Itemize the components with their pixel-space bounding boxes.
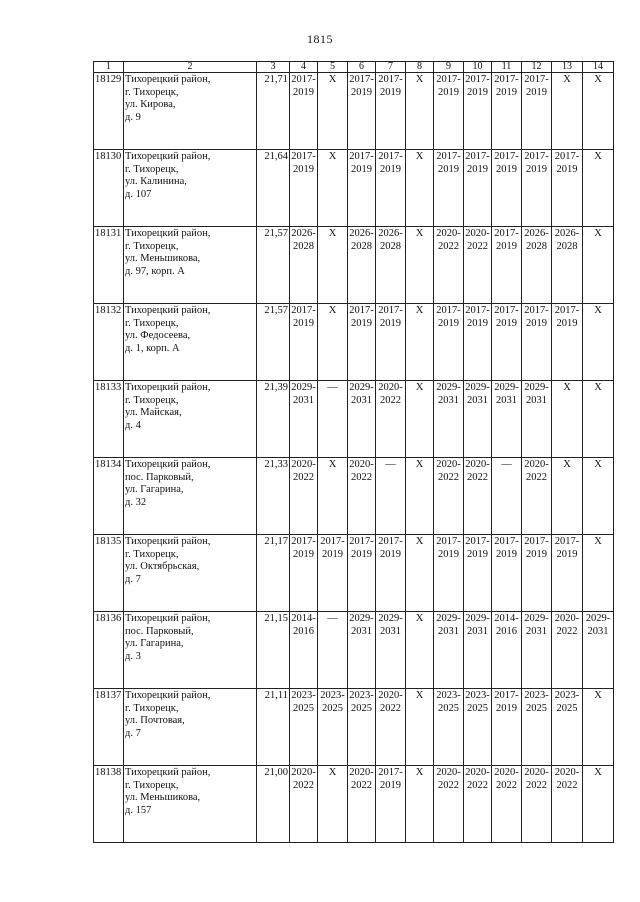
period-cell: Х <box>406 381 434 458</box>
address-line: Тихорецкий район, <box>125 536 211 547</box>
area-cell: 21,11 <box>257 689 290 766</box>
column-header: 6 <box>348 62 376 73</box>
period-cell: 2017-2019 <box>376 535 406 612</box>
period-cell: Х <box>583 227 614 304</box>
period-cell: 2023-2025 <box>318 689 348 766</box>
address-line: ул. Меньшикова, <box>125 792 201 803</box>
period-cell: 2029-2031 <box>434 381 464 458</box>
address-line: д. 97, корп. А <box>125 265 185 277</box>
address-line: пос. Парковый, <box>125 625 194 637</box>
address-cell <box>124 689 257 766</box>
period-cell: 2020-2022 <box>464 766 492 843</box>
period-cell: 2017-2019 <box>552 304 583 381</box>
area-cell: 21,39 <box>257 381 290 458</box>
address-line: Тихорецкий район, <box>125 228 211 239</box>
address-line: г. Тихорецк, <box>125 317 179 329</box>
column-header: 13 <box>552 62 583 73</box>
period-cell: 2017-2019 <box>434 150 464 227</box>
period-cell: 2017-2019 <box>552 150 583 227</box>
address-line: д. 3 <box>125 650 141 662</box>
address-line: г. Тихорецк, <box>125 702 179 714</box>
period-cell: Х <box>552 381 583 458</box>
address-line: ул. Почтовая, <box>125 715 185 726</box>
period-cell: 2017-2019 <box>492 689 522 766</box>
period-cell: 2014-2016 <box>290 612 318 689</box>
address-cell <box>124 535 257 612</box>
address-line: Тихорецкий район, <box>125 151 211 162</box>
period-cell: 2023-2025 <box>552 689 583 766</box>
period-cell: Х <box>583 458 614 535</box>
period-cell: 2020-2022 <box>522 458 552 535</box>
column-header: 14 <box>583 62 614 73</box>
column-header: 4 <box>290 62 318 73</box>
address-line: д. 4 <box>125 419 141 431</box>
address-line: ул. Калинина, <box>125 176 187 187</box>
period-cell: 2029-2031 <box>492 381 522 458</box>
column-header: 5 <box>318 62 348 73</box>
period-cell: 2026-2028 <box>522 227 552 304</box>
period-cell: 2017-2019 <box>376 150 406 227</box>
period-cell: 2017-2019 <box>434 73 464 150</box>
record-number: 18134 <box>94 458 124 535</box>
period-cell: — <box>492 458 522 535</box>
column-header: 11 <box>492 62 522 73</box>
period-cell: Х <box>583 689 614 766</box>
period-cell: 2017-2019 <box>376 73 406 150</box>
record-number: 18138 <box>94 766 124 843</box>
period-cell: Х <box>406 458 434 535</box>
period-cell: 2017-2019 <box>552 535 583 612</box>
period-cell: 2026-2028 <box>552 227 583 304</box>
address-cell <box>124 458 257 535</box>
table-row <box>94 381 614 458</box>
period-cell: 2020-2022 <box>552 612 583 689</box>
period-cell: 2017-2019 <box>348 304 376 381</box>
record-number: 18130 <box>94 150 124 227</box>
period-cell: 2017-2019 <box>348 73 376 150</box>
period-cell: 2017-2019 <box>290 150 318 227</box>
column-header: 3 <box>257 62 290 73</box>
period-cell: 2023-2025 <box>290 689 318 766</box>
address-line: ул. Гагарина, <box>125 638 184 649</box>
register-table <box>93 61 614 843</box>
address-line: ул. Майская, <box>125 407 182 418</box>
period-cell: Х <box>406 535 434 612</box>
period-cell: 2017-2019 <box>434 304 464 381</box>
table-row <box>94 689 614 766</box>
address-line: г. Тихорецк, <box>125 394 179 406</box>
address-line: д. 32 <box>125 496 147 508</box>
period-cell: 2014-2016 <box>492 612 522 689</box>
address-line: г. Тихорецк, <box>125 86 179 98</box>
area-cell: 21,57 <box>257 304 290 381</box>
period-cell: 2017-2019 <box>290 73 318 150</box>
table-row <box>94 766 614 843</box>
period-cell: — <box>376 458 406 535</box>
period-cell: 2017-2019 <box>464 73 492 150</box>
period-cell: Х <box>406 766 434 843</box>
period-cell: 2029-2031 <box>348 381 376 458</box>
period-cell: 2029-2031 <box>348 612 376 689</box>
period-cell: 2023-2025 <box>434 689 464 766</box>
period-cell: Х <box>583 381 614 458</box>
table-row <box>94 458 614 535</box>
period-cell: 2017-2019 <box>492 227 522 304</box>
address-cell <box>124 766 257 843</box>
period-cell: Х <box>552 73 583 150</box>
address-cell <box>124 304 257 381</box>
period-cell: 2017-2019 <box>290 304 318 381</box>
address-line: ул. Федосеева, <box>125 330 191 341</box>
period-cell: 2017-2019 <box>376 304 406 381</box>
period-cell: 2020-2022 <box>290 766 318 843</box>
page-number: 1815 <box>307 32 333 46</box>
address-line: г. Тихорецк, <box>125 779 179 791</box>
column-header: 7 <box>376 62 406 73</box>
address-line: д. 9 <box>125 111 141 123</box>
period-cell: Х <box>318 73 348 150</box>
period-cell: Х <box>583 535 614 612</box>
period-cell: 2020-2022 <box>376 689 406 766</box>
area-cell: 21,17 <box>257 535 290 612</box>
period-cell: 2017-2019 <box>434 535 464 612</box>
period-cell: 2026-2028 <box>376 227 406 304</box>
column-header: 8 <box>406 62 434 73</box>
period-cell: Х <box>406 612 434 689</box>
address-line: ул. Кирова, <box>125 99 176 110</box>
period-cell: Х <box>583 150 614 227</box>
address-line: д. 7 <box>125 573 141 585</box>
table-row <box>94 150 614 227</box>
area-cell: 21,15 <box>257 612 290 689</box>
address-cell <box>124 612 257 689</box>
area-cell: 21,57 <box>257 227 290 304</box>
address-line: г. Тихорецк, <box>125 548 179 560</box>
header-row <box>94 62 614 73</box>
period-cell: 2020-2022 <box>464 227 492 304</box>
period-cell: 2017-2019 <box>318 535 348 612</box>
address-line: д. 7 <box>125 727 141 739</box>
period-cell: 2017-2019 <box>522 73 552 150</box>
table-row <box>94 227 614 304</box>
record-number: 18131 <box>94 227 124 304</box>
period-cell: 2020-2022 <box>348 458 376 535</box>
period-cell: Х <box>583 73 614 150</box>
period-cell: 2029-2031 <box>376 612 406 689</box>
address-cell <box>124 381 257 458</box>
period-cell: 2029-2031 <box>434 612 464 689</box>
record-number: 18136 <box>94 612 124 689</box>
period-cell: 2020-2022 <box>522 766 552 843</box>
period-cell: Х <box>583 766 614 843</box>
period-cell: 2017-2019 <box>492 73 522 150</box>
record-number: 18132 <box>94 304 124 381</box>
period-cell: 2017-2019 <box>522 535 552 612</box>
period-cell: Х <box>406 304 434 381</box>
period-cell: 2020-2022 <box>290 458 318 535</box>
period-cell: Х <box>318 304 348 381</box>
period-cell: — <box>318 381 348 458</box>
period-cell: Х <box>318 150 348 227</box>
period-cell: 2020-2022 <box>434 766 464 843</box>
address-line: Тихорецкий район, <box>125 459 211 470</box>
period-cell: 2020-2022 <box>464 458 492 535</box>
address-line: ул. Октябрьская, <box>125 561 200 572</box>
period-cell: Х <box>406 689 434 766</box>
period-cell: 2020-2022 <box>434 458 464 535</box>
period-cell: 2017-2019 <box>464 304 492 381</box>
column-header: 12 <box>522 62 552 73</box>
period-cell: 2029-2031 <box>290 381 318 458</box>
address-line: д. 1, корп. А <box>125 342 180 354</box>
address-line: Тихорецкий район, <box>125 767 211 778</box>
period-cell: 2017-2019 <box>348 535 376 612</box>
period-cell: 2017-2019 <box>522 304 552 381</box>
period-cell: Х <box>318 458 348 535</box>
address-cell <box>124 227 257 304</box>
period-cell: 2017-2019 <box>492 150 522 227</box>
period-cell: 2017-2019 <box>376 766 406 843</box>
column-header: 2 <box>124 62 257 73</box>
area-cell: 21,00 <box>257 766 290 843</box>
period-cell: Х <box>406 73 434 150</box>
column-header: 10 <box>464 62 492 73</box>
period-cell: 2029-2031 <box>464 381 492 458</box>
period-cell: 2017-2019 <box>464 535 492 612</box>
period-cell: Х <box>406 227 434 304</box>
address-line: Тихорецкий район, <box>125 382 211 393</box>
period-cell: 2017-2019 <box>348 150 376 227</box>
address-line: г. Тихорецк, <box>125 163 179 175</box>
period-cell: 2029-2031 <box>522 381 552 458</box>
record-number: 18133 <box>94 381 124 458</box>
address-line: ул. Гагарина, <box>125 484 184 495</box>
period-cell: Х <box>583 304 614 381</box>
period-cell: 2026-2028 <box>348 227 376 304</box>
column-header: 1 <box>94 62 124 73</box>
table-row <box>94 612 614 689</box>
period-cell: Х <box>318 227 348 304</box>
table-row <box>94 73 614 150</box>
record-number: 18135 <box>94 535 124 612</box>
table-row <box>94 304 614 381</box>
period-cell: 2029-2031 <box>464 612 492 689</box>
period-cell: 2023-2025 <box>348 689 376 766</box>
period-cell: 2020-2022 <box>376 381 406 458</box>
record-number: 18129 <box>94 73 124 150</box>
period-cell: 2023-2025 <box>464 689 492 766</box>
period-cell: 2026-2028 <box>290 227 318 304</box>
table-row <box>94 535 614 612</box>
period-cell: Х <box>406 150 434 227</box>
period-cell: Х <box>318 766 348 843</box>
address-line: г. Тихорецк, <box>125 240 179 252</box>
address-cell <box>124 150 257 227</box>
record-number: 18137 <box>94 689 124 766</box>
period-cell: 2017-2019 <box>290 535 318 612</box>
period-cell: Х <box>552 458 583 535</box>
period-cell: 2020-2022 <box>434 227 464 304</box>
address-line: пос. Парковый, <box>125 471 194 483</box>
period-cell: 2017-2019 <box>492 304 522 381</box>
period-cell: — <box>318 612 348 689</box>
address-line: Тихорецкий район, <box>125 690 211 701</box>
address-cell <box>124 73 257 150</box>
period-cell: 2017-2019 <box>464 150 492 227</box>
period-cell: 2017-2019 <box>492 535 522 612</box>
period-cell: 2017-2019 <box>522 150 552 227</box>
area-cell: 21,71 <box>257 73 290 150</box>
period-cell: 2029-2031 <box>522 612 552 689</box>
address-line: ул. Меньшикова, <box>125 253 201 264</box>
period-cell: 2023-2025 <box>522 689 552 766</box>
period-cell: 2020-2022 <box>552 766 583 843</box>
area-cell: 21,33 <box>257 458 290 535</box>
period-cell: 2020-2022 <box>348 766 376 843</box>
period-cell: 2029-2031 <box>583 612 614 689</box>
address-line: Тихорецкий район, <box>125 613 211 624</box>
address-line: Тихорецкий район, <box>125 305 211 316</box>
address-line: д. 107 <box>125 188 152 200</box>
area-cell: 21,64 <box>257 150 290 227</box>
table-body <box>94 73 614 843</box>
address-line: Тихорецкий район, <box>125 74 211 85</box>
period-cell: 2020-2022 <box>492 766 522 843</box>
column-header: 9 <box>434 62 464 73</box>
address-line: д. 157 <box>125 804 152 816</box>
